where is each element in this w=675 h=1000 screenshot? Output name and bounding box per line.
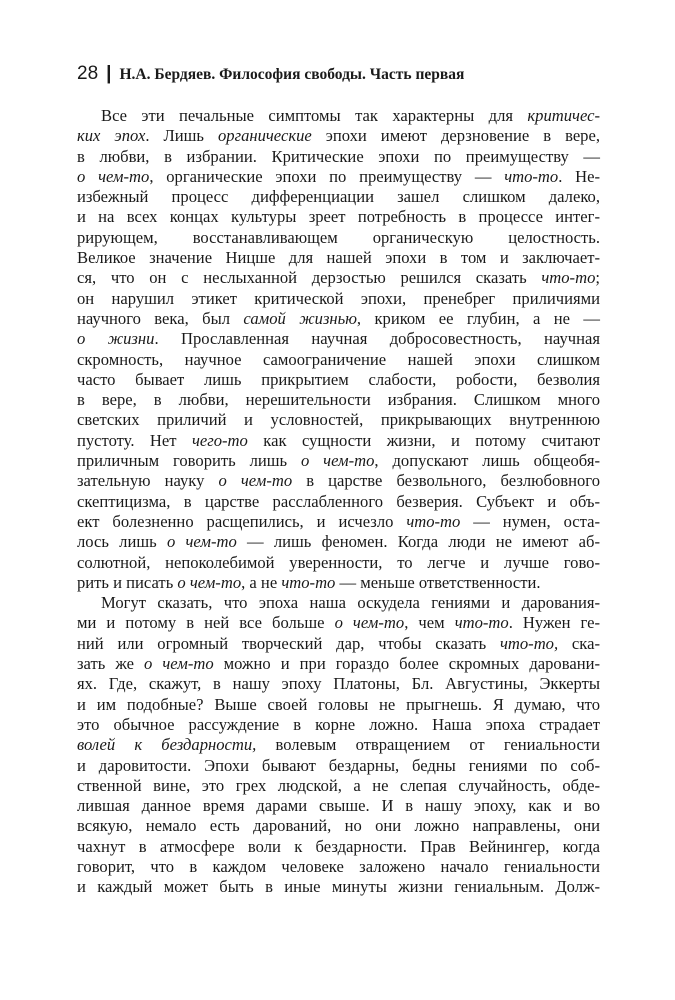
text-line: чахнут в атмосфере воли к бездарности. Прав Вейнингер, когда [77,836,600,856]
text-line: зать же о чем-то можно и при гораздо более скромных даровани- [77,654,600,674]
text-line: о чем-то, органические эпохи по преимуществу — что-то. Не- [77,166,600,186]
text-line: это обычное рассуждение в корне ложно. Наша эпоха страдает [77,714,600,734]
text-line: в вере, в любви, нерешительности избрания. Слишком много [77,390,600,410]
text-line: скромность, научное самоограничение нашей эпохи слишком [77,349,600,369]
text-line: скептицизма, в царстве расслабленного безверия. Субъект и объ- [77,491,600,511]
page-number: 28 [77,63,99,84]
text-line: он нарушил этикет критической эпохи, пренебрег приличиями [77,288,600,308]
text-line: и на всех концах культуры зреет потребность в процессе интег- [77,207,600,227]
running-header [77,63,464,87]
text-line: ний или огромный творческий дар, чтобы сказать что-то, ска- [77,633,600,653]
text-line: избежный процесс дифференциации зашел слишком далеко, [77,187,600,207]
text-line: и им подобные? Выше своей головы не прыгнешь. Я думаю, что [77,694,600,714]
text-line: ях. Где, скажут, в нашу эпоху Платоны, Бл. Августины, Эккерты [77,674,600,694]
text-line: Великое значение Ницше для нашей эпохи в том и заключает- [77,248,600,268]
text-line: Могут сказать, что эпоха наша оскудела гениями и дарования- [101,593,600,613]
text-line: всякую, немало есть дарований, но они ложно направлены, они [77,816,600,836]
body-text [77,106,600,898]
text-line: приличным говорить лишь о чем-то, допускают лишь общеобя- [77,451,600,471]
text-line: пустоту. Нет чего-то как сущности жизни, и потому считают [77,430,601,450]
text-line: ственной вине, это грех людской, а не слепая случайность, обде- [77,775,600,795]
text-line: говорит, что в каждом человеке заложено начало гениальности [77,856,600,876]
text-line: волей к бездарности, волевым отвращением от гениальности [77,735,600,755]
text-line: рирующем, восстанавливающем органическую целостность. [77,227,600,247]
text-line: Все эти печальные симптомы так характерны для критичес- [101,106,600,125]
text-line: светских приличий и условностей, прикрывающих внутреннюю [77,410,600,430]
text-line: лившая данное время дарами свыше. И в нашу эпоху, как и во [77,796,600,816]
text-line: и даровитости. Эпохи бывают бездарны, бедны гениями по соб- [77,755,600,775]
text-line: зательную науку о чем-то в царстве безвольного, безлюбовного [77,471,600,491]
text-line: ект болезненно расщепились, и исчезло что-то — нумен, оста- [77,511,600,531]
text-line: ми и потому в ней все больше о чем-то, чем что-то. Нужен ге- [77,613,600,633]
text-line: солютной, непоколебимой уверенности, то легче и лучше гово- [77,552,600,572]
text-line: ся, что он с неслыханной дерзостью решился сказать что-то; [77,268,600,288]
running-title: Н.А. Бердяев. Философия свободы. Часть первая [119,66,465,83]
header-separator: | [106,63,112,84]
text-line: в любви, в избрании. Критические эпохи по преимуществу — [77,146,600,166]
text-line: лось лишь о чем-то — лишь феномен. Когда люди не имеют аб- [77,532,600,552]
text-line: рить и писать о чем-то, а не что-то — меньше ответственности. [77,572,541,592]
text-line: часто бывает лишь прикрытием слабости, робости, безволия [77,369,600,389]
text-line: ких эпох. Лишь органические эпохи имеют дерзновение в вере, [77,126,600,146]
text-line: научного века, был самой жизнью, криком ее глубин, а не — [77,308,600,328]
text-line: о жизни. Прославленная научная добросовестность, научная [77,329,600,349]
text-line: и каждый может быть в иные минуты жизни гениальным. Долж- [77,877,600,897]
